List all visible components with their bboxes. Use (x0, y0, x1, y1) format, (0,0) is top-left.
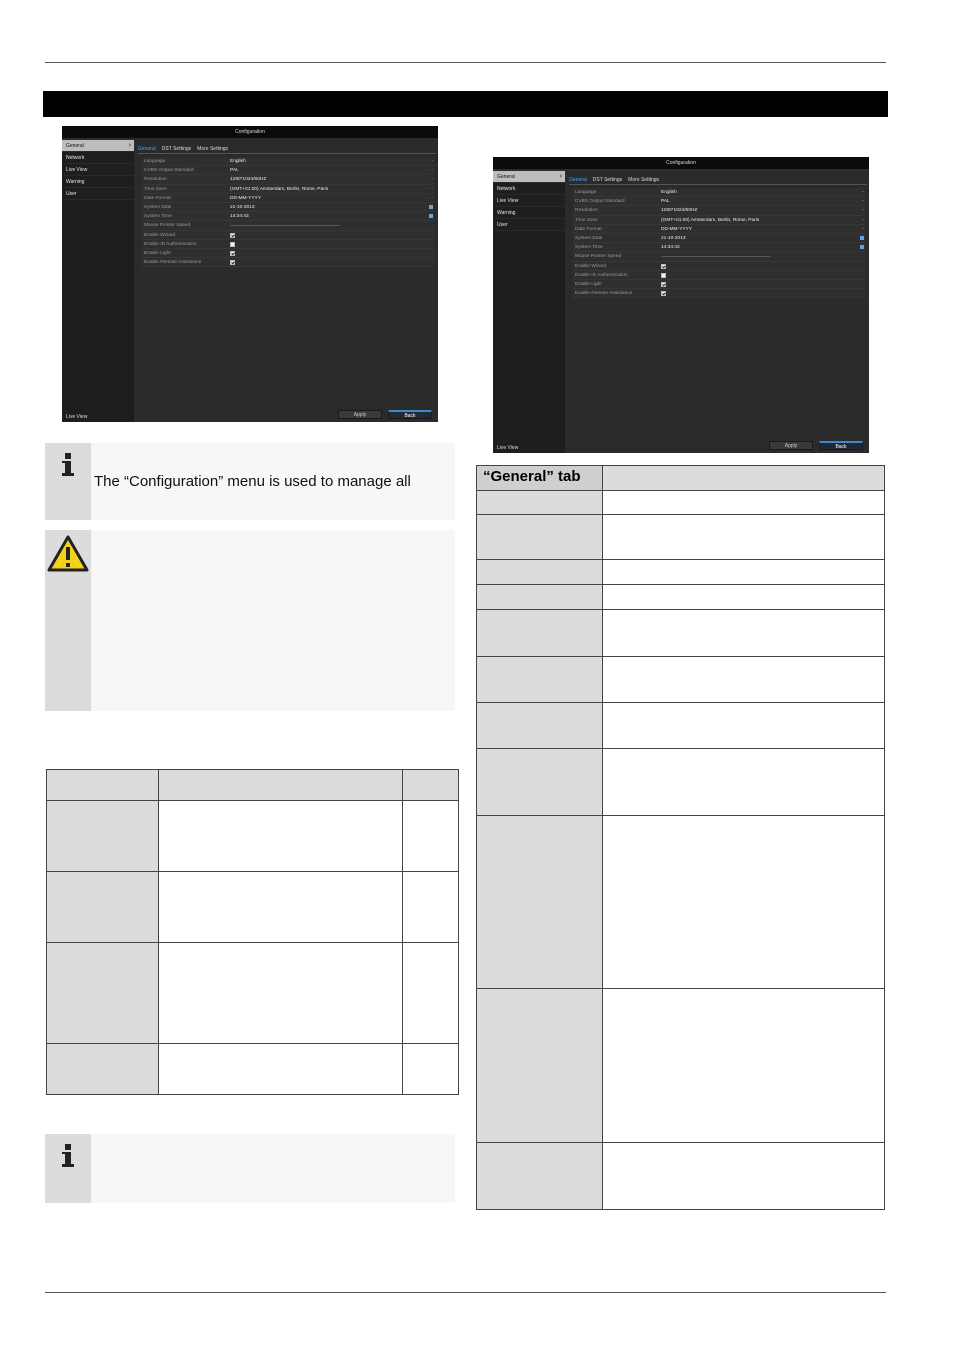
setting-label: Enable Remote Assistance (575, 291, 633, 297)
setting-label: System Date (144, 204, 172, 210)
setting-label: Mouse Pointer Speed (575, 254, 622, 260)
warning-note (45, 530, 455, 711)
tab-general[interactable]: General (569, 177, 587, 183)
table-row-desc (602, 491, 884, 515)
back-button[interactable]: Back (388, 410, 432, 419)
settings-list (573, 188, 865, 298)
calendar-icon[interactable] (860, 245, 864, 249)
speed-slider[interactable] (661, 256, 771, 257)
setting-row-mouse-pointer-speed (573, 252, 865, 261)
setting-row-date-format (142, 194, 434, 203)
general-tab-header: “General” tab (477, 466, 603, 491)
table-row-desc (602, 657, 884, 703)
calendar-icon[interactable] (860, 236, 864, 240)
table-row-desc (602, 749, 884, 816)
dropdown-icon[interactable]: - (431, 168, 433, 174)
setting-row-enable-id-authentication (573, 271, 865, 280)
setting-row-enable-id-authentication (142, 240, 434, 249)
setting-value[interactable]: 21-10-2013 (661, 235, 686, 241)
table-row-label (477, 816, 603, 989)
left-table-cell (158, 943, 402, 1044)
setting-label: Language (144, 159, 166, 164)
sidebar-item-network[interactable]: Network (493, 183, 565, 195)
general-tab-header-blank (602, 466, 884, 491)
setting-row-enable-wizard (573, 262, 865, 271)
dropdown-icon[interactable]: - (862, 199, 864, 205)
configuration-screenshot-right (493, 157, 869, 453)
table-row-desc (602, 610, 884, 657)
setting-label: CVBS Output Standard (144, 168, 194, 174)
left-table-header-cell (47, 770, 159, 801)
tab-bar (569, 176, 867, 185)
setting-label: Resolution (575, 208, 598, 214)
setting-row-system-time (142, 212, 434, 221)
sidebar-item-general[interactable]: General › (493, 171, 565, 183)
setting-value[interactable]: PAL (230, 168, 239, 174)
checkbox[interactable] (230, 233, 235, 238)
sidebar (493, 171, 565, 453)
table-row-label (477, 1143, 603, 1210)
general-tab-table (476, 465, 885, 1210)
configuration-screenshot-left (62, 126, 438, 422)
top-rule (45, 62, 886, 63)
sidebar-item-warning[interactable]: Warning (62, 176, 134, 188)
table-row-desc (602, 560, 884, 585)
setting-row-time-zone (142, 185, 434, 194)
calendar-icon[interactable] (429, 214, 433, 218)
live-view-link[interactable]: Live View (497, 445, 519, 451)
setting-row-date-format (573, 225, 865, 234)
setting-label: Enable Light (144, 250, 171, 256)
left-table-cell (403, 1044, 459, 1095)
setting-value[interactable]: PAL (661, 199, 670, 205)
setting-row-enable-wizard (142, 231, 434, 240)
setting-row-system-time (573, 243, 865, 252)
info-icon (62, 453, 74, 477)
setting-label: Mouse Pointer Speed (144, 223, 191, 229)
setting-row-language (573, 188, 865, 197)
warning-icon (46, 534, 90, 574)
table-row-label (477, 491, 603, 515)
setting-value[interactable]: 1280*1024/60HZ (230, 177, 267, 183)
apply-button[interactable]: Apply (769, 441, 813, 450)
left-table-cell (47, 801, 159, 872)
setting-label: Enable Remote Assistance (144, 260, 202, 266)
window-title: Configuration (62, 126, 438, 138)
left-table-cell (47, 872, 159, 943)
table-row-label (477, 989, 603, 1143)
left-table-cell (158, 1044, 402, 1095)
setting-value[interactable]: DD-MM-YYYY (661, 226, 692, 232)
left-table-cell (403, 872, 459, 943)
setting-label: Date Format (575, 226, 602, 232)
setting-label: Date Format (144, 195, 171, 201)
apply-button[interactable]: Apply (338, 410, 382, 419)
table-row-desc (602, 989, 884, 1143)
setting-label: Enable Light (575, 281, 602, 287)
setting-value[interactable]: (GMT+01:00) Amsterdam, Berlin, Rome, Paris (661, 217, 760, 223)
left-table-header-cell (403, 770, 459, 801)
speed-slider[interactable] (230, 225, 340, 226)
warning-icon-column (45, 530, 91, 711)
section-title-bar (43, 91, 888, 117)
info-note (45, 443, 455, 520)
checkbox[interactable] (230, 251, 235, 256)
setting-value[interactable]: DD-MM-YYYY (230, 195, 261, 201)
sidebar-item-user[interactable]: User (62, 188, 134, 200)
dropdown-icon[interactable]: - (862, 190, 864, 195)
checkbox[interactable] (661, 291, 666, 296)
checkbox[interactable] (661, 273, 666, 278)
setting-value[interactable]: (GMT+01:00) Amsterdam, Berlin, Rome, Paris (230, 186, 329, 192)
setting-label: System Time (144, 214, 172, 220)
setting-value[interactable]: English (661, 190, 677, 195)
table-row-label (477, 560, 603, 585)
sidebar (62, 140, 134, 422)
setting-label: Resolution (144, 177, 167, 183)
checkbox[interactable] (230, 260, 235, 265)
setting-value[interactable]: 21-10-2013 (230, 204, 255, 210)
table-row-desc (602, 515, 884, 560)
window-title: Configuration (493, 157, 869, 169)
table-row-label (477, 703, 603, 749)
left-table-header-cell (158, 770, 402, 801)
setting-row-cvbs-output-standard (142, 166, 434, 175)
sidebar-item-general[interactable]: General › (62, 140, 134, 152)
sidebar-item-user[interactable]: User (493, 219, 565, 231)
setting-value[interactable]: English (230, 159, 246, 164)
sidebar-item-live-view[interactable]: Live View (493, 195, 565, 207)
info-note-text: The “Configuration” menu is used to manage all (94, 473, 411, 490)
left-table (46, 769, 459, 1095)
left-table-cell (403, 943, 459, 1044)
dropdown-icon[interactable]: - (431, 177, 433, 183)
calendar-icon[interactable] (429, 205, 433, 209)
checkbox[interactable] (230, 242, 235, 247)
setting-label: Time Zone (575, 217, 598, 223)
setting-row-time-zone (573, 216, 865, 225)
sidebar-item-warning[interactable]: Warning (493, 207, 565, 219)
table-row-label (477, 749, 603, 816)
dropdown-icon[interactable]: - (862, 226, 864, 232)
settings-list (142, 157, 434, 267)
setting-label: Time Zone (144, 186, 167, 192)
info-icon-column (45, 443, 91, 520)
info-note-bottom (45, 1134, 455, 1203)
left-table-cell (403, 801, 459, 872)
table-row-desc (602, 585, 884, 610)
table-row-label (477, 515, 603, 560)
dropdown-icon[interactable]: - (431, 159, 433, 164)
tab-dst-settings[interactable]: DST Settings (592, 177, 623, 183)
setting-value[interactable]: 14:34:43 (230, 214, 249, 220)
left-table-cell (47, 943, 159, 1044)
table-row-label (477, 657, 603, 703)
table-row-label (477, 610, 603, 657)
info-icon-column (45, 1134, 91, 1203)
left-table-cell (47, 1044, 159, 1095)
setting-label: System Time (575, 245, 603, 251)
setting-label: Enable Wizard (144, 232, 176, 238)
setting-row-enable-remote-assistance (573, 289, 865, 298)
live-view-link[interactable]: Live View (66, 414, 88, 420)
setting-row-language (142, 157, 434, 166)
tab-general[interactable]: General (138, 146, 156, 152)
setting-row-enable-light (573, 280, 865, 289)
tab-more-settings[interactable]: More Settings (628, 177, 660, 183)
tab-more-settings[interactable]: More Settings (197, 146, 229, 152)
table-row-label (477, 585, 603, 610)
setting-label: CVBS Output Standard (575, 199, 625, 205)
setting-row-resolution (573, 206, 865, 215)
setting-row-enable-light (142, 249, 434, 258)
sidebar-item-live-view[interactable]: Live View (62, 164, 134, 176)
setting-row-system-date (142, 203, 434, 212)
tab-bar (138, 145, 436, 154)
setting-label: Enable ID Authentication (575, 272, 628, 278)
setting-value[interactable]: 14:34:43 (661, 245, 680, 251)
checkbox[interactable] (661, 264, 666, 269)
setting-label: Language (575, 190, 597, 195)
table-row-desc (602, 1143, 884, 1210)
setting-row-cvbs-output-standard (573, 197, 865, 206)
left-table-cell (158, 801, 402, 872)
setting-value[interactable]: 1280*1024/60HZ (661, 208, 698, 214)
tab-dst-settings[interactable]: DST Settings (161, 146, 192, 152)
left-table-cell (158, 872, 402, 943)
setting-row-mouse-pointer-speed (142, 221, 434, 230)
dropdown-icon[interactable]: - (862, 208, 864, 214)
dropdown-icon[interactable]: - (862, 217, 864, 223)
setting-label: Enable Wizard (575, 263, 607, 269)
dropdown-icon[interactable]: - (431, 186, 433, 192)
info-icon (62, 1144, 74, 1168)
back-button[interactable]: Back (819, 441, 863, 450)
table-row-desc (602, 816, 884, 989)
setting-row-system-date (573, 234, 865, 243)
checkbox[interactable] (661, 282, 666, 287)
setting-row-resolution (142, 175, 434, 184)
setting-row-enable-remote-assistance (142, 258, 434, 267)
dropdown-icon[interactable]: - (431, 195, 433, 201)
sidebar-item-network[interactable]: Network (62, 152, 134, 164)
bottom-rule (45, 1292, 886, 1293)
setting-label: System Date (575, 235, 603, 241)
setting-label: Enable ID Authentication (144, 241, 197, 247)
table-row-desc (602, 703, 884, 749)
